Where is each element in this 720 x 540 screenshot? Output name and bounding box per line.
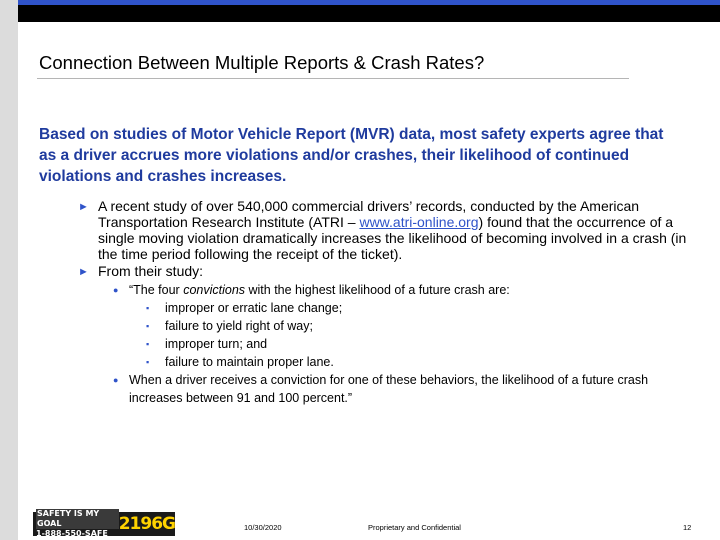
square-bullet-icon: ▪ <box>146 339 150 349</box>
third-level-item <box>146 317 688 335</box>
bullet-item <box>78 198 688 262</box>
sub-bullet-suffix: with the highest likelihood of a future crash are: <box>245 283 510 297</box>
sub-bullet-item <box>112 281 688 299</box>
third-level-text: improper turn; and <box>165 337 268 351</box>
sub-bullet-item <box>112 371 688 407</box>
third-level-text: improper or erratic lane change; <box>165 301 343 315</box>
third-level-item <box>146 335 688 353</box>
footer-date: 10/30/2020 <box>244 523 282 532</box>
sub-bullet-list <box>112 281 688 407</box>
triangle-bullet-icon: ► <box>78 201 89 213</box>
bullet-text: From their study: <box>98 263 204 279</box>
third-level-item <box>146 299 688 317</box>
square-bullet-icon: ▪ <box>146 303 150 313</box>
third-level-text: failure to yield right of way; <box>165 319 313 333</box>
intro-paragraph: Based on studies of Motor Vehicle Report (MVR) data, most safety experts agree that as a driver accrues more violations and/or crashes, their likelihood of continued violations and crashes increases. <box>39 126 664 185</box>
footer-confidential: Proprietary and Confidential <box>368 523 461 532</box>
top-bar-accent <box>18 0 720 5</box>
logo-text-block <box>33 509 119 538</box>
sub-bullet-prefix: “The four <box>129 283 184 297</box>
atri-link[interactable]: www.atri-online.org <box>359 214 479 230</box>
sub-bullet-text: When a driver receives a conviction for one of these behaviors, the likelihood of a future crash increases between 91 and 100 percent.” <box>129 373 649 405</box>
bullet-text-after: ) found that the occurrence of a single moving violation dramatically increases the likelihood of becoming involved in a crash (in the time period following the receipt of the ticket). <box>98 214 687 262</box>
logo-phone: 1-888-550-SAFE <box>36 529 108 538</box>
third-level-item <box>146 353 688 371</box>
bullet-item <box>78 263 688 279</box>
slide-title: Connection Between Multiple Reports & Crash Rates? <box>39 52 485 73</box>
dot-bullet-icon: ● <box>113 285 119 295</box>
third-level-text: failure to maintain proper lane. <box>165 355 334 369</box>
title-divider <box>37 78 629 79</box>
bullet-list <box>78 198 688 407</box>
triangle-bullet-icon: ► <box>78 266 89 278</box>
safety-logo <box>33 509 175 538</box>
logo-slogan: SAFETY IS MY GOAL <box>36 509 119 529</box>
square-bullet-icon: ▪ <box>146 321 150 331</box>
square-bullet-icon: ▪ <box>146 357 150 367</box>
logo-number: 2196G <box>118 514 175 534</box>
bullet-text-before: A recent study of over 540,000 commercial drivers’ records, conducted by the American Transportation Research Institute (ATRI – <box>98 198 640 230</box>
dot-bullet-icon: ● <box>113 375 119 385</box>
third-level-list <box>129 299 688 371</box>
page-number: 12 <box>683 523 692 532</box>
top-bar <box>18 0 720 22</box>
sub-bullet-italic: convictions <box>183 283 246 297</box>
left-margin-strip <box>0 0 18 540</box>
